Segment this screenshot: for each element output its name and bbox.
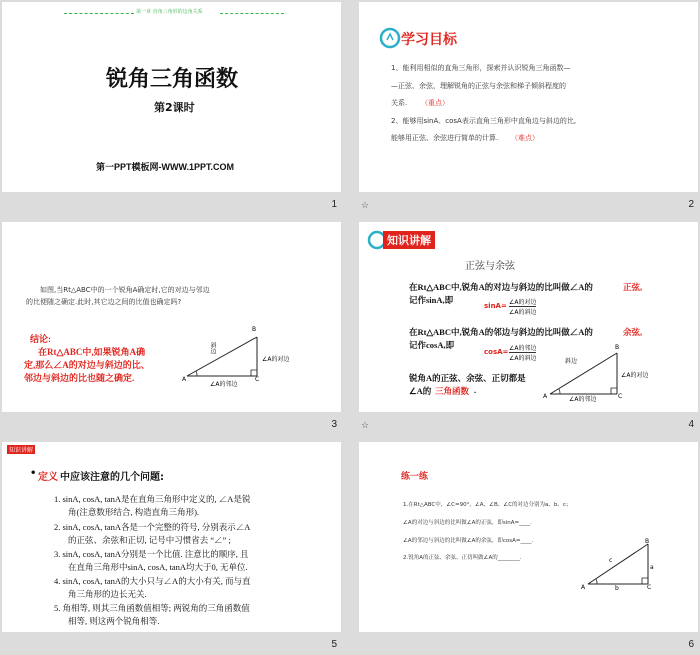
conclusion-title: 结论: [30, 334, 51, 344]
cosine-def-line2: 记作cosA,即 [409, 340, 455, 350]
adjacent-side-label: ∠A的邻边 [569, 396, 597, 403]
cosine-numerator: ∠A的邻边 [509, 345, 537, 352]
star-icon: ☆ [361, 200, 370, 210]
slide-2-cell[interactable] [357, 0, 700, 215]
trig-summary-line2: ∠A的 [409, 386, 432, 396]
goal-1-tag: （重点） [421, 99, 449, 107]
goal-1-line3: 关系. [391, 99, 408, 107]
slide-2-heading: 学习目标 [401, 32, 457, 48]
slide-4-cell[interactable] [357, 220, 700, 435]
heading-rest: 中应该注意的几个问题: [60, 472, 164, 483]
trig-summary-end: . [474, 385, 477, 395]
vertex-a-label: A [581, 584, 586, 591]
exercise-1-cosine: ∠A的邻边与斜边的比叫做∠A的余弦，即cosA=____. [403, 538, 534, 544]
slide-number: 6 [688, 639, 694, 650]
slide-2[interactable] [359, 2, 698, 192]
goal-1-line1: 1、能利用相似的直角三角形，探索并认识锐角三角函数— [391, 64, 571, 72]
side-b-label: b [615, 585, 619, 592]
trig-term: 三角函数 [435, 386, 470, 396]
slide-3-cell[interactable] [0, 220, 343, 435]
heading-red: 定义 [38, 472, 58, 483]
vertex-b-label: B [645, 538, 650, 545]
goal-2-tag: （难点） [511, 134, 539, 142]
right-triangle-diagram [182, 334, 262, 382]
slide-6-heading: 练一练 [401, 472, 429, 482]
slide-4[interactable] [359, 222, 698, 412]
goal-2-line2: 能够用正弦、余弦进行简单的计算. [391, 134, 499, 142]
vertex-b-label: B [615, 344, 620, 351]
sine-label: sinA= [484, 302, 507, 310]
lightbulb-icon [379, 27, 401, 49]
slide-1-cell[interactable] [0, 0, 343, 215]
slide-6-cell[interactable] [357, 440, 700, 655]
note-1-line2: 角(注意数形结合, 构造直角三角形). [68, 507, 200, 517]
note-2-line1: 2. sinA, cosA, tanA各是一个完整的符号, 分别表示∠A [54, 522, 251, 532]
vertex-c-label: C [647, 584, 652, 591]
sine-denominator: ∠A的斜边 [509, 309, 537, 316]
vertex-a-label: A [543, 393, 548, 400]
note-1-line1: 1. sinA, cosA, tanA是在直角三角形中定义的, ∠A是锐 [54, 494, 251, 504]
slide-6[interactable] [359, 442, 698, 632]
slide-number: 3 [331, 419, 337, 430]
right-triangle-diagram [545, 350, 625, 400]
right-triangle-diagram [584, 540, 656, 590]
vertex-c-label: C [618, 393, 623, 400]
note-5-line2: 相等, 则这两个锐角相等. [68, 616, 160, 626]
goal-2-line1: 2、能够用sinA、cosA表示直角三角形中直角边与斜边的比, [391, 117, 577, 125]
opposite-side-label: ∠A的对边 [262, 356, 290, 363]
opposite-side-label: ∠A的对边 [621, 372, 649, 379]
slide-5-cell[interactable] [0, 440, 343, 655]
conclusion-line1: 在Rt△ABC中,如果锐角A确 [38, 347, 146, 357]
slide-3[interactable] [2, 222, 341, 412]
side-a-label: a [650, 564, 654, 571]
banner-line-left [64, 13, 134, 15]
slide-4-heading: 知识讲解 [383, 231, 435, 249]
note-2-line2: 的正弦、余弦和正切, 记号中习惯省去 “∠” ; [68, 535, 231, 545]
cosine-label: cosA= [484, 348, 509, 356]
exercise-2: 2.锐角A的正弦、余弦、正切叫做∠A的________. [403, 555, 522, 561]
conclusion-line2: 定,那么∠A的对边与斜边的比、 [24, 360, 150, 370]
star-icon: ☆ [361, 420, 370, 430]
exercise-1: 1.在Rt△ABC中，∠C=90°，∠A、∠B、∠C的对边分别为a、b、c； [403, 502, 572, 508]
cosine-term: 余弦, [623, 327, 643, 337]
conclusion-line3: 邻边与斜边的比也随之确定. [24, 373, 135, 383]
site-url: 第一PPT模板网-WWW.1PPT.COM [96, 162, 234, 172]
note-3-line1: 3. sinA, cosA, tanA分别是一个比值. 注意比的顺序, 且 [54, 549, 249, 559]
goal-1-line2: —正弦、余弦，理解锐角的正弦与余弦和梯子倾斜程度的 [391, 82, 566, 90]
slide-5[interactable] [2, 442, 341, 632]
sine-def-line1: 在Rt△ABC中,锐角A的对边与斜边的比叫做∠A的 [409, 282, 593, 292]
question-line1: 如图,当Rt△ABC中的一个锐角A确定时,它的对边与邻边 [40, 286, 210, 294]
slide-1-subtitle: 第2课时 [154, 101, 195, 114]
slide-1[interactable] [2, 2, 341, 192]
side-c-label: c [609, 557, 613, 564]
note-5-line1: 5. 角相等, 则其三角函数值相等; 两锐角的三角函数值 [54, 603, 250, 613]
slide-5-bullet: • [30, 468, 37, 479]
top-banner: 第一章 直角三角形的边角关系 [136, 9, 203, 15]
slide-number: 2 [688, 199, 694, 210]
slide-number: 5 [331, 639, 337, 650]
note-4-line2: 角三角形的边长无关. [68, 589, 147, 599]
question-line2: 的比便随之确定.此时,其它边之间的比值也确定吗? [26, 298, 182, 306]
slide-1-title: 锐角三角函数 [106, 67, 239, 92]
hypotenuse-label: 斜边 [209, 342, 216, 354]
slide-number: 4 [688, 419, 694, 430]
slide-4-subtitle: 正弦与余弦 [465, 261, 515, 272]
vertex-c-label: C [255, 376, 260, 383]
cosine-denominator: ∠A的斜边 [509, 355, 537, 362]
section-tag: 知识讲解 [9, 447, 34, 454]
trig-summary-line1: 锐角A的正弦、余弦、正切都是 [409, 373, 526, 383]
adjacent-side-label: ∠A的邻边 [210, 381, 238, 388]
slide-number: 1 [331, 199, 337, 210]
banner-line-right [220, 13, 284, 15]
sine-term: 正弦, [623, 282, 643, 292]
note-4-line1: 4. sinA, cosA, tanA的大小只与∠A的大小有关, 而与直 [54, 576, 251, 586]
sine-def-line2: 记作sinA,即 [409, 295, 454, 305]
hypotenuse-label: 斜边 [565, 358, 578, 365]
note-3-line2: 在直角三角形中sinA, cosA, tanA均大于0, 无单位. [68, 562, 248, 572]
vertex-a-label: A [182, 376, 187, 383]
sine-numerator: ∠A的对边 [509, 299, 537, 306]
cosine-def-line1: 在Rt△ABC中,锐角A的邻边与斜边的比叫做∠A的 [409, 327, 593, 337]
vertex-b-label: B [252, 326, 257, 333]
exercise-1-sine: ∠A的对边与斜边的比叫做∠A的正弦，即sinA=____. [403, 520, 532, 526]
